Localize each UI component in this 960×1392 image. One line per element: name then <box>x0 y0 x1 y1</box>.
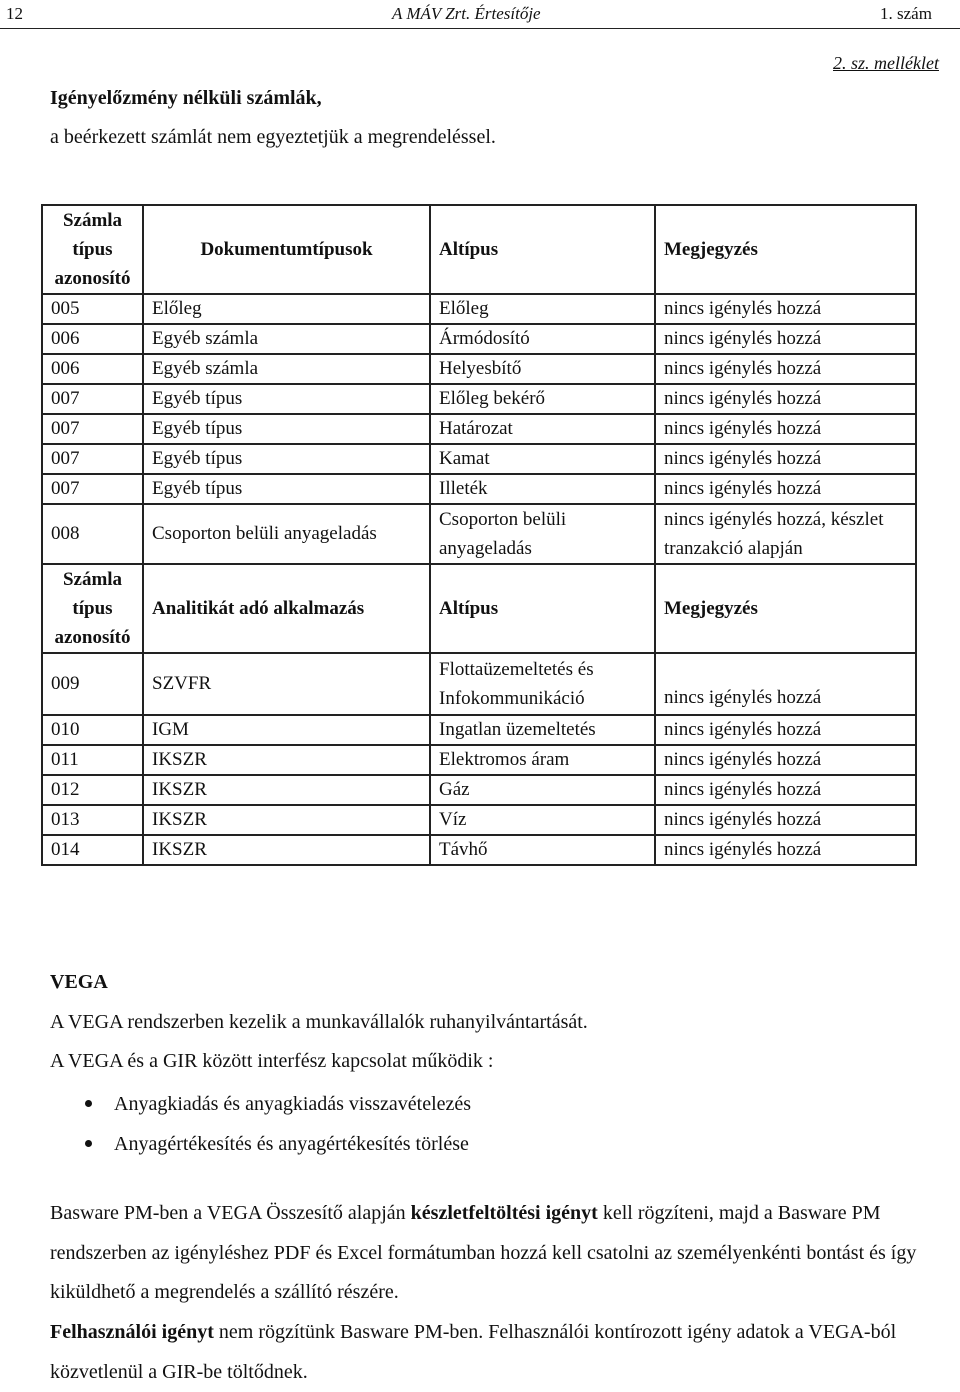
cell-note: nincs igénylés hozzá <box>655 324 916 354</box>
cell-document-type: Egyéb típus <box>143 474 430 504</box>
cell-subtype: Víz <box>430 805 655 835</box>
cell-note: nincs igénylés hozzá <box>655 294 916 324</box>
section-title: Igényelőzmény nélküli számlák, <box>50 87 322 109</box>
header-subtype: Altípus <box>430 564 655 653</box>
header-rule <box>0 28 960 29</box>
para-text: kell rögzíteni, majd a Basware PM rendszerben az igényléshez PDF és Excel formátumban hozzá kell csatolni az személyenkénti bontást és így kiküldhető a megrendelés a szállító részére. <box>50 1202 917 1303</box>
cell-subtype <box>430 504 655 564</box>
cell-document-type: Egyéb számla <box>143 324 430 354</box>
header-document-types: Dokumentumtípusok <box>143 205 430 294</box>
invoice-type-table <box>41 204 917 866</box>
cell-subtype: Helyesbítő <box>430 354 655 384</box>
cell-id: 007 <box>42 474 143 504</box>
table-row <box>42 384 916 414</box>
cell-document-type: Egyéb számla <box>143 354 430 384</box>
bullet-item <box>85 1133 469 1156</box>
cell-subtype: Előleg <box>430 294 655 324</box>
cell-note: nincs igénylés hozzá <box>655 414 916 444</box>
issue-number: 1. szám <box>880 4 932 23</box>
cell-app: IGM <box>143 715 430 745</box>
cell-note: nincs igénylés hozzá <box>655 805 916 835</box>
cell-note: nincs igénylés hozzá <box>655 775 916 805</box>
cell-subtype: Ingatlan üzemeltetés <box>430 715 655 745</box>
bullet-icon <box>85 1100 92 1107</box>
table-header-row <box>42 205 916 294</box>
para-bold: készletfeltöltési igényt <box>410 1202 598 1224</box>
table-row <box>42 745 916 775</box>
cell-line: tranzakció alapján <box>664 538 803 559</box>
cell-id: 010 <box>42 715 143 745</box>
table-header-row <box>42 564 916 653</box>
cell-note: nincs igénylés hozzá <box>655 835 916 865</box>
cell-line: anyageladás <box>439 538 532 559</box>
cell-id: 009 <box>42 653 143 715</box>
table-row <box>42 504 916 564</box>
cell-note: nincs igénylés hozzá <box>655 745 916 775</box>
table-row <box>42 414 916 444</box>
table-row <box>42 835 916 865</box>
cell-line: Flottaüzemeltetés és <box>439 659 594 680</box>
cell-document-type: Csoporton belüli anyageladás <box>143 504 430 564</box>
cell-id: 007 <box>42 414 143 444</box>
header-id-line: Számla <box>62 210 123 231</box>
cell-note: nincs igénylés hozzá <box>655 384 916 414</box>
cell-note: nincs igénylés hozzá <box>655 444 916 474</box>
cell-note: nincs igénylés hozzá <box>655 474 916 504</box>
cell-document-type: Egyéb típus <box>143 384 430 414</box>
cell-line: Infokommunikáció <box>439 688 585 709</box>
header-subtype: Altípus <box>430 205 655 294</box>
header-invoice-type-id <box>42 564 143 653</box>
page-number: 12 <box>6 4 23 23</box>
paragraph-basware <box>50 1194 930 1313</box>
para-text: nem rögzítünk Basware PM-ben. Felhasználói kontírozott igény adatok a VEGA-ból közvetlenül a GIR-be töltődnek. <box>50 1321 897 1383</box>
cell-id: 006 <box>42 354 143 384</box>
bullet-text: Anyagkiadás és anyagkiadás visszavételezés <box>114 1093 472 1115</box>
cell-note <box>655 504 916 564</box>
cell-id: 008 <box>42 504 143 564</box>
cell-id: 007 <box>42 444 143 474</box>
cell-subtype: Előleg bekérő <box>430 384 655 414</box>
table-row <box>42 805 916 835</box>
cell-subtype: Gáz <box>430 775 655 805</box>
header-note: Megjegyzés <box>655 564 916 653</box>
vega-line-1: A VEGA rendszerben kezelik a munkavállalók ruhanyilvántartását. <box>50 1011 588 1033</box>
cell-id: 012 <box>42 775 143 805</box>
cell-id: 014 <box>42 835 143 865</box>
header-analytic-app: Analitikát adó alkalmazás <box>143 564 430 653</box>
cell-subtype: Ármódosító <box>430 324 655 354</box>
bullet-text: Anyagértékesítés és anyagértékesítés törlése <box>114 1133 469 1155</box>
cell-note: nincs igénylés hozzá <box>655 653 916 715</box>
annex-label: 2. sz. melléklet <box>833 53 939 73</box>
header-id-line: típus <box>72 239 113 260</box>
section-subtitle: a beérkezett számlát nem egyeztetjük a megrendeléssel. <box>50 126 496 148</box>
journal-title: A MÁV Zrt. Értesítője <box>392 4 541 23</box>
table-row <box>42 294 916 324</box>
cell-note: nincs igénylés hozzá <box>655 354 916 384</box>
table-row <box>42 653 916 715</box>
bullet-item <box>85 1093 471 1116</box>
cell-app: IKSZR <box>143 805 430 835</box>
cell-line: Csoporton belüli <box>439 509 567 530</box>
cell-app: IKSZR <box>143 775 430 805</box>
vega-title: VEGA <box>50 971 108 993</box>
cell-id: 007 <box>42 384 143 414</box>
cell-id: 013 <box>42 805 143 835</box>
header-id-line: Számla <box>62 569 123 590</box>
header-id-line: típus <box>72 598 113 619</box>
paragraph-user-request <box>50 1313 930 1392</box>
cell-document-type: Egyéb típus <box>143 414 430 444</box>
table-row <box>42 444 916 474</box>
cell-subtype <box>430 653 655 715</box>
table-row <box>42 775 916 805</box>
cell-app: IKSZR <box>143 745 430 775</box>
cell-document-type: Előleg <box>143 294 430 324</box>
cell-app: IKSZR <box>143 835 430 865</box>
cell-note: nincs igénylés hozzá <box>655 715 916 745</box>
table-row <box>42 354 916 384</box>
bullet-icon <box>85 1140 92 1147</box>
cell-app: SZVFR <box>143 653 430 715</box>
cell-subtype: Kamat <box>430 444 655 474</box>
cell-id: 005 <box>42 294 143 324</box>
para-text: Basware PM-ben a VEGA Összesítő alapján <box>50 1202 411 1224</box>
header-id-line: azonosító <box>54 268 131 289</box>
table-row <box>42 474 916 504</box>
header-id-line: azonosító <box>54 627 131 648</box>
vega-line-2: A VEGA és a GIR között interfész kapcsolat működik : <box>50 1050 494 1072</box>
header-note: Megjegyzés <box>655 205 916 294</box>
cell-subtype: Illeték <box>430 474 655 504</box>
cell-subtype: Határozat <box>430 414 655 444</box>
cell-line: nincs igénylés hozzá, készlet <box>664 509 884 530</box>
cell-document-type: Egyéb típus <box>143 444 430 474</box>
para-bold: Felhasználói igényt <box>50 1321 214 1343</box>
header-invoice-type-id <box>42 205 143 294</box>
table-row <box>42 715 916 745</box>
table-row <box>42 324 916 354</box>
cell-id: 006 <box>42 324 143 354</box>
cell-subtype: Távhő <box>430 835 655 865</box>
cell-subtype: Elektromos áram <box>430 745 655 775</box>
cell-id: 011 <box>42 745 143 775</box>
